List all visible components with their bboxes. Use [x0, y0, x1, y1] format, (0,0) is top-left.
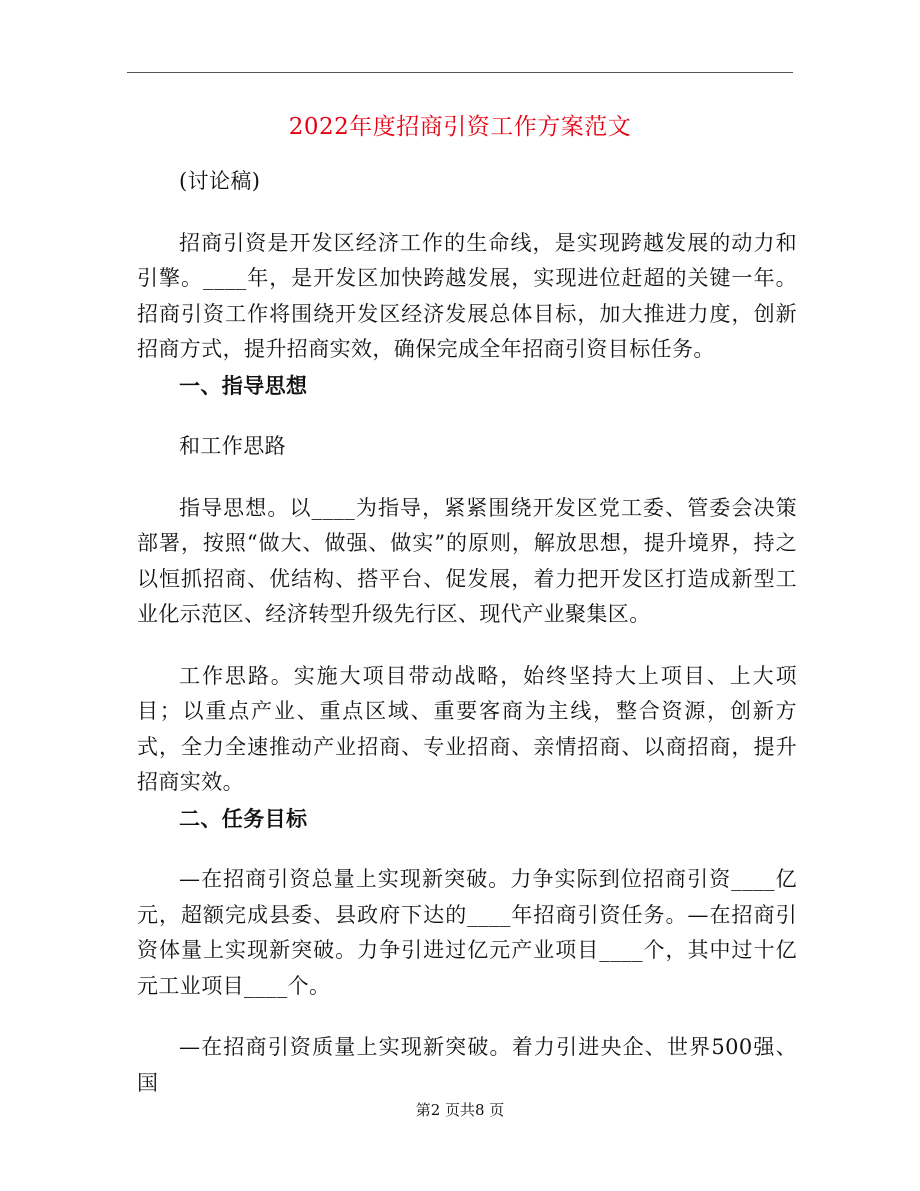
document-title: 2022年度招商引资工作方案范文	[288, 114, 632, 140]
page-number-footer: 第2 页共8 页	[415, 1101, 505, 1119]
paragraph-work-approach: 工作思路。实施大项目带动战略，始终坚持大上项目、上大项目；以重点产业、重点区域、重要客商为主线，整合资源，创新方式，全力全速推动产业招商、专业招商、亲情招商、以商招商，提升招商实效。	[137, 663, 797, 794]
intro-paragraph: 招商引资是开发区经济工作的生命线，是实现跨越发展的动力和引擎。____年，是开发区加快跨越发展，实现进位赶超的关键一年。招商引资工作将围绕开发区经济发展总体目标，加大推进力度，创新招商方式，提升招商实效，确保完成全年招商引资目标任务。	[137, 230, 797, 361]
paragraph-goals-total-volume: —在招商引资总量上实现新突破。力争实际到位招商引资____亿元，超额完成县委、县政府下达的____年招商引资任务。—在招商引资体量上实现新突破。力争引进过亿元产业项目____个，其中过十亿元工业项目____个。	[137, 867, 797, 998]
paragraph-work-approach-label: 和工作思路	[179, 434, 286, 458]
section-heading-task-goals: 二、任务目标	[179, 805, 308, 831]
paragraph-goals-quality: —在招商引资质量上实现新突破。着力引进央企、世界500强、国	[137, 1035, 797, 1095]
document-body	[137, 164, 797, 1101]
section-heading-guiding-ideology: 一、指导思想	[179, 372, 308, 398]
paragraph-guiding-ideology: 指导思想。以____为指导，紧紧围绕开发区党工委、管委会决策部署，按照“做大、做强、做实”的原则，解放思想，提升境界，持之以恒抓招商、优结构、搭平台、促发展，着力把开发区打造成新型工业化示范区、经济转型升级先行区、现代产业聚集区。	[137, 495, 797, 626]
subtitle-draft-note: (讨论稿)	[179, 169, 261, 193]
header-rule	[127, 72, 793, 73]
